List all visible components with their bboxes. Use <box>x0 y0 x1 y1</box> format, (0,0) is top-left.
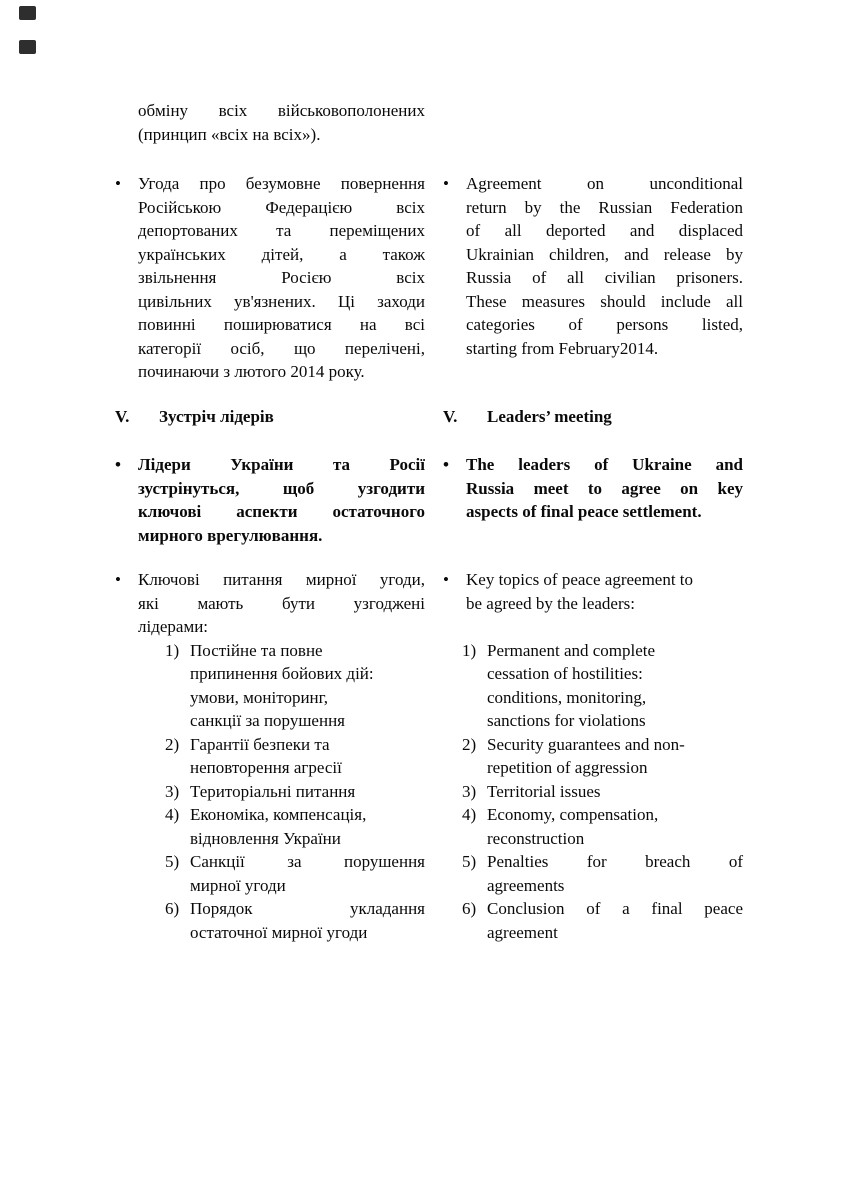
paragraph-text <box>466 172 743 360</box>
text-line: Ключові питання мирної угоди, <box>138 570 425 589</box>
text-line: мирної угоди <box>190 875 286 895</box>
item-text <box>190 780 425 804</box>
text-line: мирного врегулювання. <box>138 525 323 545</box>
two-column-document <box>115 99 743 944</box>
item-text <box>190 803 425 850</box>
en-section-heading <box>443 405 743 429</box>
bullet-marker: • <box>443 174 449 193</box>
item-text <box>487 780 743 804</box>
text-line: reconstruction <box>487 828 585 848</box>
text-line: Угода про безумовне повернення <box>138 174 425 193</box>
text-line: of all deported and displaced <box>466 221 743 240</box>
text-line: repetition of aggression <box>487 758 648 777</box>
ua-key-topics-block <box>115 568 425 944</box>
text-line: return by the Russian Federation <box>466 197 743 217</box>
paragraph-text <box>466 568 743 615</box>
numbered-item <box>165 639 425 733</box>
text-line: категорії осіб, що перелічені, <box>138 338 425 358</box>
section-title: Leaders’ meeting <box>487 406 612 426</box>
text-line: які мають бути узгоджені <box>138 593 425 613</box>
ua-continuation-paragraph <box>115 99 425 146</box>
paragraph-text <box>138 568 425 639</box>
text-line: These measures should include all <box>466 291 743 311</box>
paragraph-text <box>115 99 425 146</box>
text-line: The leaders of Ukraine and <box>466 455 743 474</box>
item-number: 6) <box>165 899 180 918</box>
en-return-agreement-bullet <box>443 172 743 384</box>
text-line: Порядок укладання <box>190 899 425 918</box>
item-number: 2) <box>165 734 180 754</box>
numbered-item <box>165 780 425 804</box>
text-line: Territorial issues <box>487 781 601 801</box>
text-line: повинні поширюватися на всі <box>138 315 425 334</box>
text-line: Економіка, компенсація, <box>190 805 367 824</box>
numbered-item <box>462 733 743 780</box>
item-number: 3) <box>165 781 180 801</box>
item-number: 4) <box>462 805 477 824</box>
section-title: Зустріч лідерів <box>159 406 274 426</box>
numbered-item <box>462 780 743 804</box>
text-line: Security guarantees and non- <box>487 734 685 754</box>
item-number: 6) <box>462 899 477 918</box>
text-line: Conclusion of a final peace <box>487 899 743 918</box>
text-line: остаточної мирної угоди <box>190 922 368 942</box>
text-line: умови, моніторинг, <box>190 687 328 707</box>
text-line: цивільних ув'язнених. Ці заходи <box>138 291 425 311</box>
text-line: звільнення Росією всіх <box>138 268 425 287</box>
item-number: 3) <box>462 781 477 801</box>
paragraph-text <box>466 453 743 524</box>
text-line: Санкції за порушення <box>190 852 425 871</box>
item-number: 1) <box>165 640 180 660</box>
item-text <box>487 733 743 780</box>
item-number: 5) <box>462 852 477 871</box>
text-line: starting from February2014. <box>466 338 659 358</box>
text-line: Лідери України та Росії <box>138 455 425 474</box>
numbered-item <box>462 803 743 850</box>
text-line: припинення бойових дій: <box>190 664 374 683</box>
text-line: депортованих та переміщених <box>138 221 425 240</box>
text-line: Key topics of peace agreement to <box>466 570 694 589</box>
section-number: V. <box>443 406 458 426</box>
text-line: зустрінуться, щоб узгодити <box>138 478 425 498</box>
text-line: Російською Федерацією всіх <box>138 197 425 217</box>
item-text <box>190 897 425 944</box>
ua-return-agreement-bullet <box>115 172 425 384</box>
text-line: conditions, monitoring, <box>487 687 647 707</box>
section-number: V. <box>115 406 130 426</box>
text-line: Гарантії безпеки та <box>190 734 330 754</box>
bullet-marker: • <box>443 455 449 474</box>
text-line: Ukrainian children, and release by <box>466 244 743 264</box>
en-numbered-list <box>443 639 743 945</box>
numbered-item <box>462 639 743 733</box>
text-line: agreement <box>487 922 558 942</box>
item-number: 4) <box>165 805 180 824</box>
text-line: санкції за порушення <box>190 711 345 730</box>
text-line: Постійне та повне <box>190 640 323 660</box>
text-line: Penalties for breach of <box>487 852 743 871</box>
bullet-marker: • <box>115 570 121 589</box>
numbered-item <box>462 897 743 944</box>
bullet-marker: • <box>443 570 449 589</box>
numbered-item <box>165 850 425 897</box>
ua-leaders-bold-bullet <box>115 453 425 547</box>
text-line: sanctions for violations <box>487 711 646 730</box>
text-line: Permanent and complete <box>487 640 656 660</box>
text-line: Russia meet to agree on key <box>466 478 743 498</box>
text-line: be agreed by the leaders: <box>466 593 635 613</box>
text-line: agreements <box>487 875 565 895</box>
item-text <box>190 850 425 897</box>
numbered-item <box>165 733 425 780</box>
corner-artifact-mark-top <box>19 6 36 20</box>
numbered-item <box>165 803 425 850</box>
item-number: 1) <box>462 640 477 660</box>
text-line: aspects of final peace settlement. <box>466 502 702 521</box>
bullet-marker: • <box>115 455 121 474</box>
text-line: ключові аспекти остаточного <box>138 502 425 521</box>
text-line: (принцип «всіх на всіх»). <box>138 124 321 144</box>
text-line: лідерами: <box>138 617 209 636</box>
item-number: 5) <box>165 852 180 871</box>
text-line: Територіальні питання <box>190 781 356 801</box>
numbered-item <box>165 897 425 944</box>
text-line: categories of persons listed, <box>466 315 743 334</box>
numbered-item <box>462 850 743 897</box>
empty-cell <box>443 99 743 146</box>
text-line: починаючи з лютого 2014 року. <box>138 362 365 381</box>
text-line: неповторення агресії <box>190 758 342 777</box>
text-line: відновлення України <box>190 828 341 848</box>
text-line: обміну всіх військовополонених <box>138 101 425 120</box>
text-line: українських дітей, а також <box>138 244 425 264</box>
en-leaders-bold-bullet <box>443 453 743 547</box>
text-line: Agreement on unconditional <box>466 174 743 193</box>
text-line: Russia of all civilian prisoners. <box>466 268 743 287</box>
item-number: 2) <box>462 734 477 754</box>
item-text <box>190 733 425 780</box>
ua-section-heading <box>115 405 425 429</box>
en-key-topics-block <box>443 568 743 944</box>
item-text <box>487 850 743 897</box>
item-text <box>190 639 425 733</box>
corner-artifact-mark-bottom <box>19 40 36 54</box>
text-line: Economy, compensation, <box>487 805 659 824</box>
item-text <box>487 897 743 944</box>
item-text <box>487 803 743 850</box>
paragraph-text <box>138 453 425 547</box>
ua-numbered-list <box>115 639 425 945</box>
bullet-marker: • <box>115 174 121 193</box>
text-line: cessation of hostilities: <box>487 664 643 683</box>
item-text <box>487 639 743 733</box>
paragraph-text <box>138 172 425 384</box>
